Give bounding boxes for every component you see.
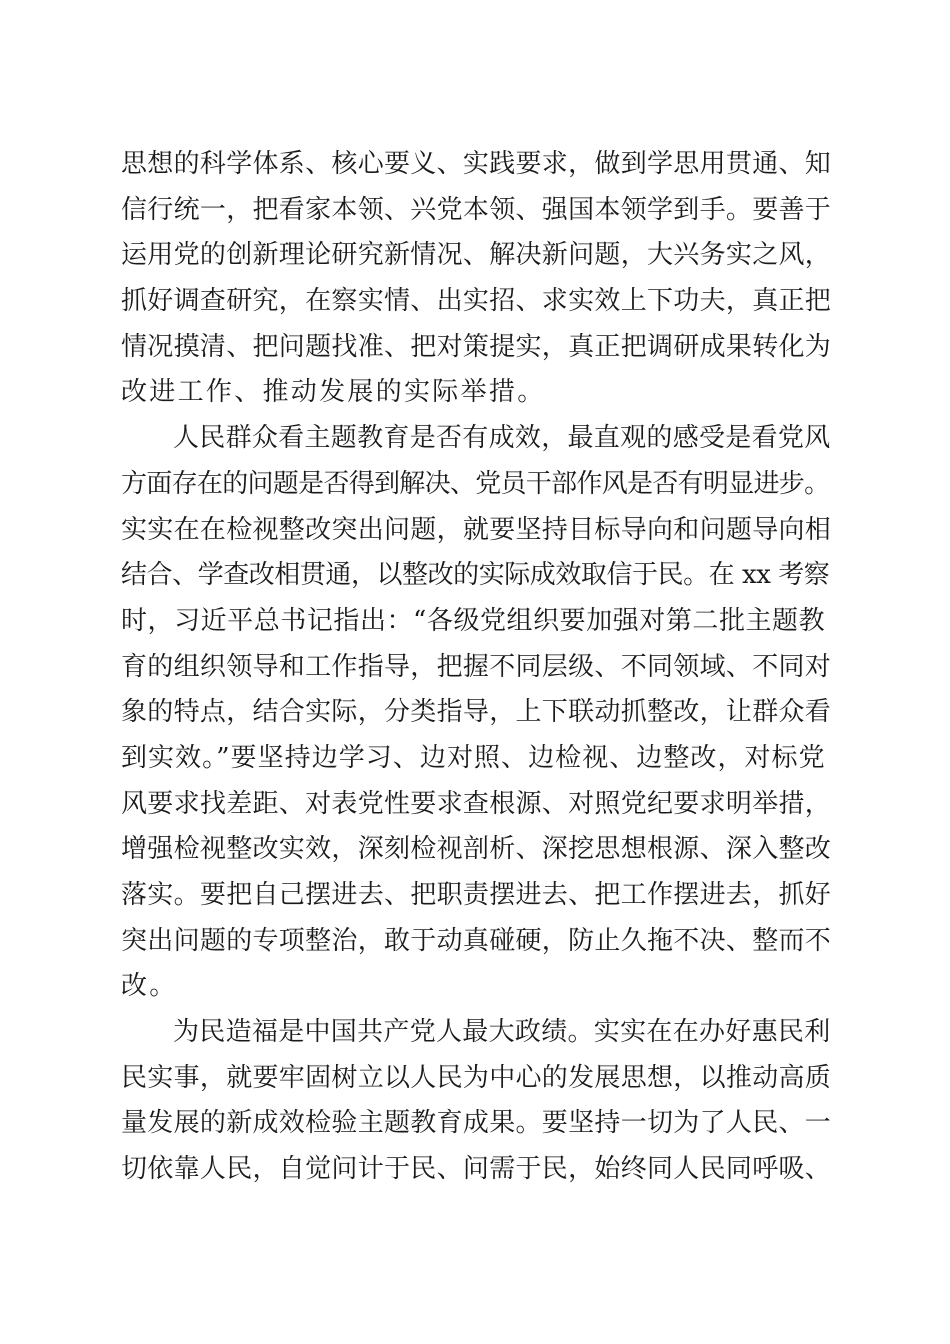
text-line: 思想的科学体系、核心要义、实践要求，做到学思用贯通、知 [121, 149, 832, 179]
text-line: 情况摸清、把问题找准、把对策提实，真正把调研成果转化为 [121, 331, 832, 362]
text-line: 为民造福是中国共产党人最大政绩。实实在在办好惠民利 [173, 1017, 831, 1048]
text-line: 人民群众看主题教育是否有成效，最直观的感受是看党风 [173, 423, 831, 454]
text-line: 实实在在检视整改突出问题，就要坚持目标导向和问题导向相 [121, 514, 832, 545]
text-line: 风要求找差距、对表党性要求查根源、对照党纪要求明举措， [121, 788, 832, 819]
text-line: 改。 [121, 971, 178, 1002]
text-line: 改进工作、推动发展的实际举措。 [121, 377, 546, 408]
text-line: 育的组织领导和工作指导，把握不同层级、不同领域、不同对 [121, 651, 832, 682]
text-line: 抓好调查研究，在察实情、出实招、求实效上下功夫，真正把 [121, 286, 832, 317]
text-line: 突出问题的专项整治，敢于动真碰硬，防止久拖不决、整而不 [121, 925, 832, 956]
text-line: 结合、学查改相贯通，以整改的实际成效取信于民。在 xx 考察 [121, 560, 830, 591]
text-line: 方面存在的问题是否得到解决、党员干部作风是否有明显进步。 [121, 468, 830, 499]
paragraph-2 [121, 416, 831, 1010]
paragraph-1 [121, 142, 831, 416]
paragraph-3 [121, 1010, 831, 1193]
text-line: 时，习近平总书记指出：“各级党组织要加强对第二批主题教 [121, 605, 826, 636]
text-line: 切依靠人民，自觉问计于民、问需于民，始终同人民同呼吸、 [121, 1154, 832, 1185]
text-line: 民实事，就要牢固树立以人民为中心的发展思想，以推动高质 [121, 1062, 832, 1093]
document-body [121, 142, 831, 1193]
text-line: 落实。要把自己摆进去、把职责摆进去、把工作摆进去，抓好 [121, 880, 832, 910]
text-line: 运用党的创新理论研究新情况、解决新问题，大兴务实之风， [121, 240, 832, 271]
text-line: 信行统一，把看家本领、兴党本领、强国本领学到手。要善于 [121, 194, 832, 225]
text-line: 象的特点，结合实际，分类指导，上下联动抓整改，让群众看 [121, 697, 832, 728]
text-line: 到实效。”要坚持边学习、边对照、边检视、边整改，对标党 [121, 742, 826, 773]
text-line: 增强检视整改实效，深刻检视剖析、深挖思想根源、深入整改 [121, 834, 832, 865]
text-line: 量发展的新成效检验主题教育成果。要坚持一切为了人民、一 [121, 1108, 832, 1139]
